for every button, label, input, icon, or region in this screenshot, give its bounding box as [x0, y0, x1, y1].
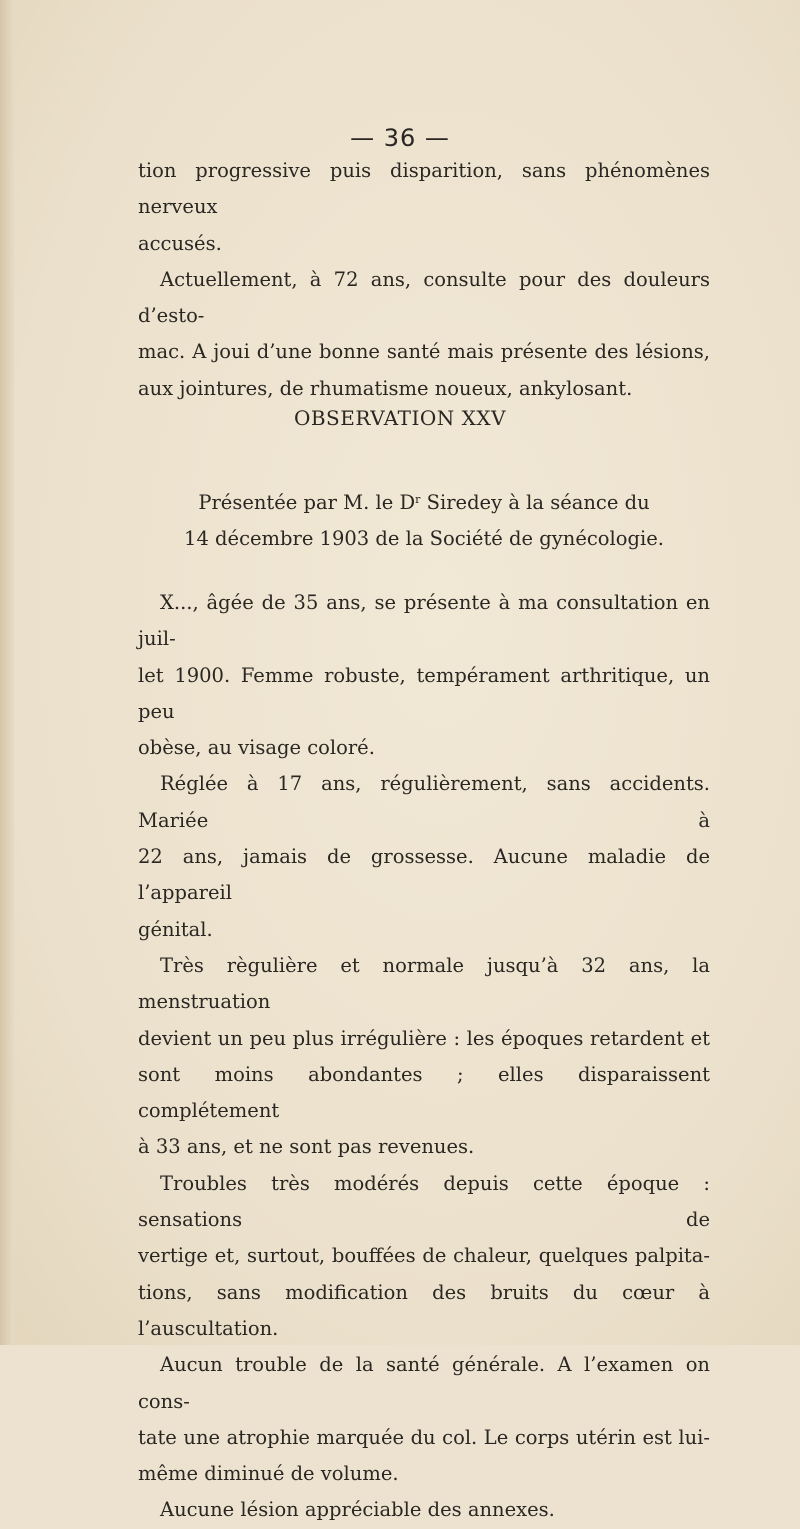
presentation-superscript: r — [415, 493, 421, 506]
text-line: devient un peu plus irrégulière : les époques retardent et — [138, 1026, 710, 1050]
text-line: tate une atrophie marquée du col. Le corps utérin est lui- — [138, 1425, 710, 1449]
text-line: à 33 ans, et ne sont pas revenues. — [138, 1135, 475, 1159]
text-line: Troubles très modérés depuis cette époque : sensations de — [138, 1171, 710, 1232]
text-line: obèse, au visage coloré. — [138, 736, 375, 760]
text-line: sont moins abondantes ; elles disparaissent complétement — [138, 1062, 710, 1123]
page-edge-shadow — [0, 0, 14, 1345]
text-line: même diminué de volume. — [138, 1462, 399, 1486]
text-line: mac. A joui d’une bonne santé mais présente des lésions, — [138, 340, 710, 364]
text-line: vertige et, surtout, bouffées de chaleur, quelques palpita- — [138, 1244, 710, 1268]
text-line: tions, sans modification des bruits du cœur à l’auscultation. — [138, 1280, 710, 1340]
presentation-line-1-after: Siredey à la séance du — [420, 491, 650, 514]
text-line: Actuellement, à 72 ans, consulte pour des douleurs d’esto- — [138, 267, 710, 328]
text-line: Réglée à 17 ans, régulièrement, sans accidents. Mariée à — [138, 772, 710, 832]
presentation-line-1-before: Présentée par M. le D — [198, 491, 416, 514]
observation-heading: OBSERVATION XXV — [293, 406, 507, 430]
text-line: aux jointures, de rhumatisme noueux, ankylosant. — [138, 376, 633, 400]
text-line: Aucune lésion appréciable des annexes. — [160, 1498, 555, 1522]
text-line: Très règulière et normale jusqu’à 32 ans, la menstruation — [138, 953, 710, 1014]
presentation-note — [138, 482, 710, 557]
text-line: let 1900. Femme robuste, tempérament arthritique, un peu — [138, 663, 710, 723]
text-line: accusés. — [138, 231, 222, 255]
page-number: — 36 — — [350, 124, 450, 152]
observation-body — [138, 585, 710, 1529]
text-line: 22 ans, jamais de grossesse. Aucune maladie de l’appareil — [138, 845, 710, 905]
intro-paragraphs — [138, 153, 710, 407]
text-line: génital. — [138, 917, 213, 941]
text-line: Aucun trouble de la santé générale. A l’examen on cons- — [138, 1353, 710, 1413]
presentation-line-1 — [138, 482, 710, 521]
presentation-line-2: 14 décembre 1903 de la Société de gynécologie. — [184, 527, 664, 550]
text-line: X..., âgée de 35 ans, se présente à ma consultation en juil- — [138, 591, 710, 651]
text-line: tion progressive puis disparition, sans phénomènes nerveux — [138, 159, 710, 219]
